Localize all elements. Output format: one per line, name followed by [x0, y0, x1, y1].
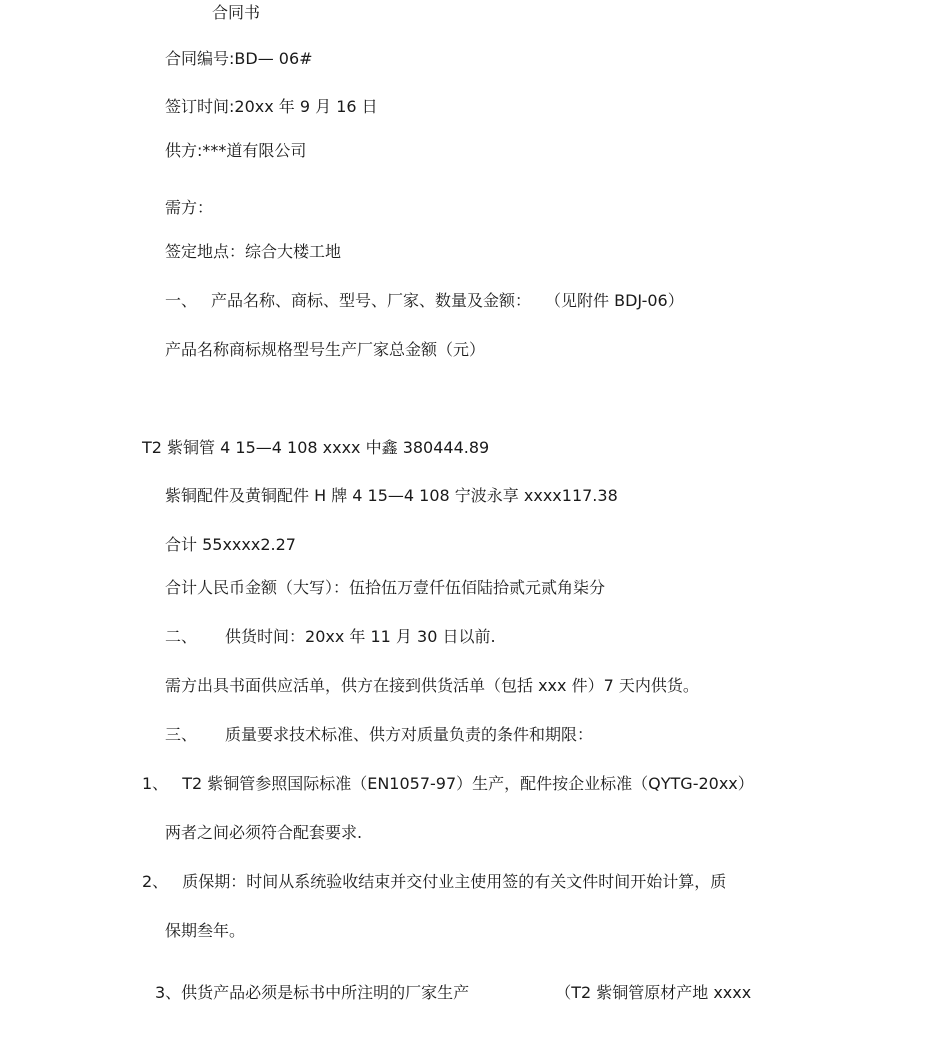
- section-3-heading: [165, 724, 593, 746]
- document-title: 合同书: [212, 3, 261, 22]
- supplier-line: 供方:***道有限公司: [165, 141, 307, 160]
- clause-1-number: 1、: [142, 774, 169, 793]
- total-amount-rmb: 合计人民币金额（大写）：伍拾伍万壹仟伍佰陆拾贰元贰角柒分: [165, 578, 606, 597]
- section-1-text: 产品名称、商标、型号、厂家、数量及金额：: [211, 291, 532, 310]
- section-2-number: 二、: [165, 627, 198, 646]
- section-3-text: 质量要求技术标准、供方对质量负责的条件和期限：: [225, 725, 594, 744]
- clause-3: [155, 982, 751, 1004]
- clause-2: [142, 871, 726, 893]
- clause-3-text: 3、供货产品必须是标书中所注明的厂家生产: [155, 983, 470, 1002]
- section-3-number: 三、: [165, 725, 198, 744]
- buyer-line: 需方：: [165, 198, 214, 217]
- section-2-heading: [165, 626, 496, 648]
- clause-2-text: 质保期：时间从系统验收结束并交付业主使用签的有关文件时间开始计算，质: [182, 872, 727, 891]
- clause-1: [142, 773, 754, 795]
- section-1-number: 一、: [165, 291, 198, 310]
- item-row-1: T2 紫铜管 4 15—4 108 xxxx 中鑫 380444.89: [142, 438, 490, 457]
- section-2-text: 供货时间：20xx 年 11 月 30 日以前.: [225, 627, 496, 646]
- total-amount: 合计 55xxxx2.27: [165, 535, 296, 554]
- section-1-heading: [165, 290, 684, 312]
- sign-place: 签定地点：综合大楼工地: [165, 242, 342, 261]
- clause-3-tail: （T2 紫铜管原材产地 xxxx: [555, 983, 752, 1002]
- clause-1-continued: 两者之间必须符合配套要求.: [165, 823, 363, 842]
- clause-2-number: 2、: [142, 872, 169, 891]
- delivery-note: 需方出具书面供应活单，供方在接到供货活单（包括 xxx 件）7 天内供货。: [165, 676, 699, 695]
- clause-1-text: T2 紫铜管参照国际标准（EN1057-97）生产，配件按企业标准（QYTG-20xx）: [182, 774, 754, 793]
- sign-time: 签订时间:20xx 年 9 月 16 日: [165, 97, 378, 116]
- item-row-2: 紫铜配件及黄铜配件 H 牌 4 15—4 108 宁波永享 xxxx117.38: [165, 486, 618, 505]
- clause-2-continued: 保期叁年。: [165, 921, 246, 940]
- table-header: 产品名称商标规格型号生产厂家总金额（元）: [165, 340, 486, 359]
- section-1-reference: （见附件 BDJ-06）: [545, 291, 684, 310]
- contract-number: 合同编号:BD— 06#: [165, 49, 313, 68]
